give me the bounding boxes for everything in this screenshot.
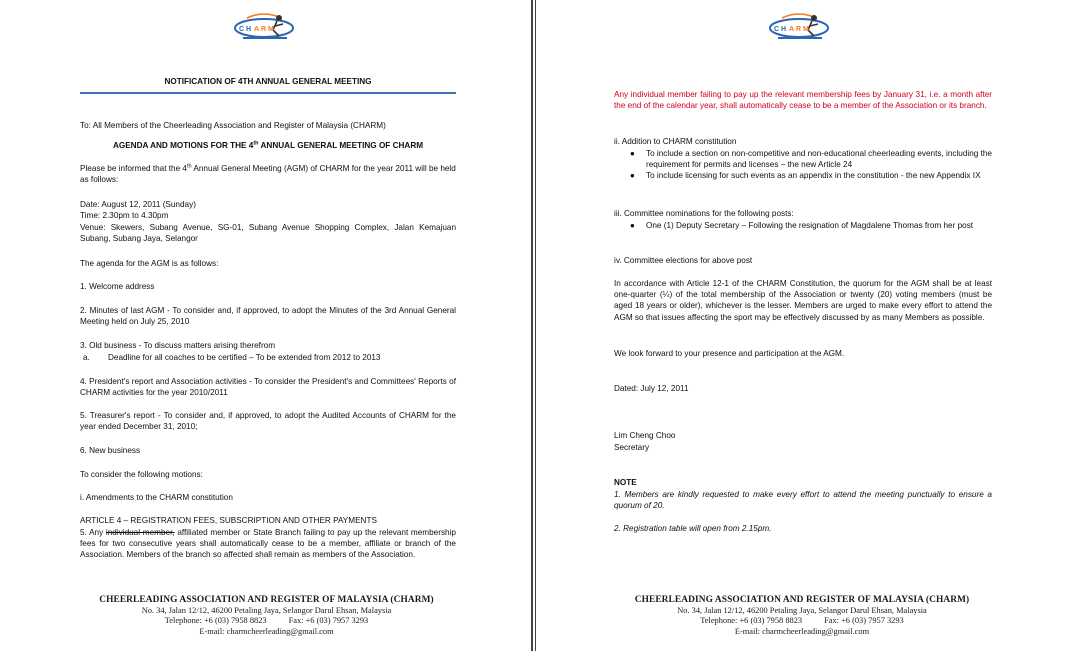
agenda-item-2: 2. Minutes of last AGM - To consider and, if approved, to adopt the Minutes of the 3rd Annual General Meeting held on July 25, 2010 xyxy=(80,306,456,327)
footer-email: E-mail: charmcheerleading@gmail.com xyxy=(199,626,334,636)
red-notice: Any individual member failing to pay up the relevant membership fees by January 31, i.e. a month after the end of the calendar year, shall automatically cease to be a member of the Association or its branch. xyxy=(614,90,992,111)
motion-ii: ii. Addition to CHARM constitution xyxy=(614,137,737,146)
bullet-icon: ● xyxy=(630,171,635,181)
article4-text: 5. Any individual member, affiliated member or State Branch failing to pay up the relevant membership fees for two consecutive years shall automatically cease to be a member, affiliate or branch of the Association. Members of the branch so affected shall remain as members of the Association. xyxy=(80,528,456,560)
agenda-item-5: 5. Treasurer's report - To consider and, if approved, to adopt the Audited Accounts of CHARM for the year ended December 31, 2010; xyxy=(80,411,456,432)
svg-text:A: A xyxy=(254,26,260,33)
agenda-item-3: 3. Old business - To discuss matters arising therefrom xyxy=(80,341,276,350)
page-2 xyxy=(535,0,1067,651)
letterhead-footer xyxy=(536,595,1067,637)
footer-org: CHEERLEADING ASSOCIATION AND REGISTER OF MALAYSIA (CHARM) xyxy=(634,595,970,605)
time-line: Time: 2.30pm to 4.30pm xyxy=(80,211,169,220)
date-line: Date: August 12, 2011 (Sunday) xyxy=(80,200,196,209)
footer-phone-fax: Telephone: +6 (03) 7958 8823 Fax: +6 (03) 7957 3293 xyxy=(164,616,369,626)
quorum-paragraph: In accordance with Article 12-1 of the CHARM Constitution, the quorum for the AGM shall be at least one-quarter (¼) of the total membership of the Association or twenty (20) voting members (must be aged 18 years or older), whichever is the lesser. Members are urged to make every effort to attend the AGM so that issues affecting the sport may be effectively discussed by as many Members as possible. xyxy=(614,279,992,322)
footer-address: No. 34, Jalan 12/12, 46200 Petaling Jaya, Selangor Darul Ehsan, Malaysia xyxy=(141,605,392,615)
list-item: ● One (1) Deputy Secretary – Following the resignation of Magdalene Thomas from her post xyxy=(630,221,974,230)
bullet-icon: ● xyxy=(630,221,635,230)
note-1: 1. Members are kindly requested to make every effort to attend the meeting punctually to ensure a quorum of 20. xyxy=(614,490,992,511)
list-item: ● To include a section on non-competitive and non-educational cheerleading events, including the requirement for permits and licenses – the new Article 24 xyxy=(630,149,992,170)
notification-title: NOTIFICATION OF 4TH ANNUAL GENERAL MEETING xyxy=(164,77,372,86)
page-1 xyxy=(0,0,533,651)
svg-text:M: M xyxy=(268,26,274,33)
intro-paragraph: Please be informed that the 4th Annual General Meeting (AGM) of CHARM for the year 2011 will be held as follows: xyxy=(80,163,456,185)
agenda-item-3a: a. Deadline for all coaches to be certified – To be extended from 2012 to 2013 xyxy=(83,353,381,362)
charm-logo xyxy=(768,12,834,44)
svg-text:A: A xyxy=(789,26,795,33)
svg-text:H: H xyxy=(246,26,252,33)
svg-text:C: C xyxy=(774,26,780,33)
motion-ii-bullets xyxy=(614,148,992,182)
venue-line: Venue: Skewers, Subang Avenue, SG-01, Subang Avenue Shopping Complex, Jalan Kemajuan Subang, Subang Jaya, Selangor xyxy=(80,223,456,244)
agenda-item-1: 1. Welcome address xyxy=(80,282,155,291)
motion-iii: iii. Committee nominations for the following posts: xyxy=(614,209,794,218)
title-underline xyxy=(80,92,456,94)
dated-line: Dated: July 12, 2011 xyxy=(614,384,689,393)
footer-address: No. 34, Jalan 12/12, 46200 Petaling Jaya, Selangor Darul Ehsan, Malaysia xyxy=(677,605,927,615)
bullet-icon: ● xyxy=(630,149,635,158)
svg-text:H: H xyxy=(781,26,787,33)
note-heading: NOTE xyxy=(614,478,637,487)
footer-phone-fax: Telephone: +6 (03) 7958 8823 Fax: +6 (03) 7957 3293 xyxy=(700,616,904,626)
svg-text:R: R xyxy=(261,26,267,33)
agenda-item-4: 4. President's report and Association activities - To consider the President's and Committees' Reports of CHARM activities for the year 2010/2011 xyxy=(80,377,456,398)
svg-text:R: R xyxy=(796,26,802,33)
list-marker: a. xyxy=(83,353,90,362)
footer-email: E-mail: charmcheerleading@gmail.com xyxy=(734,626,870,636)
motion-iii-bullets xyxy=(614,220,992,231)
note-2: 2. Registration table will open from 2.15pm. xyxy=(614,524,772,533)
article4-heading: ARTICLE 4 – REGISTRATION FEES, SUBSCRIPTION AND OTHER PAYMENTS xyxy=(80,516,377,525)
agenda-intro: The agenda for the AGM is as follows: xyxy=(80,259,219,268)
letterhead-footer xyxy=(0,595,533,637)
struck-text: individual member, xyxy=(105,528,175,537)
agenda-item-6: 6. New business xyxy=(80,446,141,455)
closing-line: We look forward to your presence and participation at the AGM. xyxy=(614,349,845,358)
motions-intro: To consider the following motions: xyxy=(80,470,203,479)
charm-logo xyxy=(233,12,299,44)
list-item: ● To include licensing for such events as an appendix in the constitution - the new Appendix IX xyxy=(630,171,981,181)
motion-i: i. Amendments to the CHARM constitution xyxy=(80,493,233,502)
signatory-name: Lim Cheng Choo xyxy=(614,431,676,440)
agenda-heading: AGENDA AND MOTIONS FOR THE 4th ANNUAL GENERAL MEETING OF CHARM xyxy=(112,140,424,150)
to-line: To: All Members of the Cheerleading Association and Register of Malaysia (CHARM) xyxy=(80,121,386,130)
motion-iv: iv. Committee elections for above post xyxy=(614,256,753,265)
footer-org: CHEERLEADING ASSOCIATION AND REGISTER OF MALAYSIA (CHARM) xyxy=(99,595,434,605)
svg-text:M: M xyxy=(803,26,809,33)
signatory-title: Secretary xyxy=(614,443,650,452)
svg-text:C: C xyxy=(239,26,245,33)
